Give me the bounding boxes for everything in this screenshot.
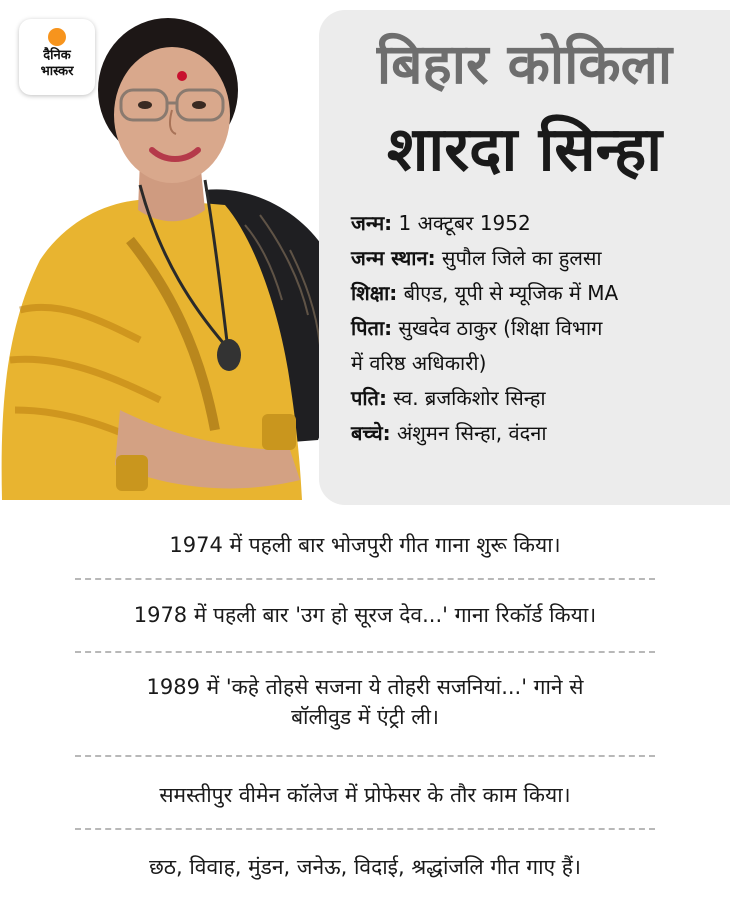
detail-label: जन्म स्थान: bbox=[351, 246, 436, 270]
dashed-divider bbox=[75, 578, 655, 580]
info-panel bbox=[319, 10, 730, 505]
fact-item-1989 bbox=[30, 672, 700, 732]
dashed-divider bbox=[75, 755, 655, 757]
detail-value: में वरिष्ठ अधिकारी) bbox=[351, 351, 487, 375]
fact-item-professor bbox=[30, 780, 700, 810]
dashed-divider bbox=[75, 828, 655, 830]
detail-row-birthplace bbox=[351, 241, 721, 276]
fact-text-line1: छठ, विवाह, मुंडन, जनेऊ, विदाई, श्रद्धांजलि गीत गाए हैं। bbox=[149, 855, 581, 879]
fact-item-1978 bbox=[30, 600, 700, 630]
detail-value: बीएड, यूपी से म्यूजिक में MA bbox=[397, 281, 619, 305]
fact-text-line2: बॉलीवुड में एंट्री ली। bbox=[291, 705, 439, 729]
title-name: शारदा सिन्हा bbox=[386, 114, 663, 185]
fact-text-line1: समस्तीपुर वीमेन कॉलेज में प्रोफेसर के तौर काम किया। bbox=[159, 783, 571, 807]
fact-item-1974 bbox=[30, 530, 700, 560]
detail-row-education bbox=[351, 276, 721, 311]
detail-label: शिक्षा: bbox=[351, 281, 398, 305]
detail-value: स्व. ब्रजकिशोर सिन्हा bbox=[386, 386, 546, 410]
sun-icon bbox=[48, 28, 66, 46]
detail-value: अंशुमन सिन्हा, वंदना bbox=[390, 421, 547, 445]
logo-text-line1: दैनिक bbox=[43, 48, 71, 63]
detail-row-father bbox=[351, 311, 721, 346]
detail-label: पति: bbox=[351, 386, 387, 410]
logo-text-line2: भास्कर bbox=[40, 64, 74, 79]
detail-row-birth bbox=[351, 206, 721, 241]
detail-row-children bbox=[351, 416, 721, 451]
detail-value: सुखदेव ठाकुर (शिक्षा विभाग bbox=[392, 316, 603, 340]
detail-label: जन्म: bbox=[351, 211, 393, 235]
dashed-divider bbox=[75, 651, 655, 653]
detail-row-husband bbox=[351, 381, 721, 416]
fact-item-songs bbox=[30, 852, 700, 882]
detail-value: सुपौल जिले का हुलसा bbox=[435, 246, 602, 270]
detail-label: पिता: bbox=[351, 316, 393, 340]
detail-row-father-cont bbox=[351, 346, 721, 381]
biography-details bbox=[351, 206, 721, 451]
dainik-bhaskar-logo bbox=[19, 19, 95, 95]
fact-text-line1: 1978 में पहली बार 'उग हो सूरज देव...' गाना रिकॉर्ड किया। bbox=[133, 603, 597, 627]
detail-label: बच्चे: bbox=[351, 421, 391, 445]
title-subtitle: बिहार कोकिला bbox=[376, 32, 673, 96]
fact-text-line1: 1989 में 'कहे तोहसे सजना ये तोहरी सजनियां...' गाने से bbox=[146, 675, 584, 699]
detail-value: 1 अक्टूबर 1952 bbox=[392, 211, 531, 235]
fact-text-line1: 1974 में पहली बार भोजपुरी गीत गाना शुरू किया। bbox=[169, 533, 561, 557]
facts-list bbox=[0, 508, 730, 907]
